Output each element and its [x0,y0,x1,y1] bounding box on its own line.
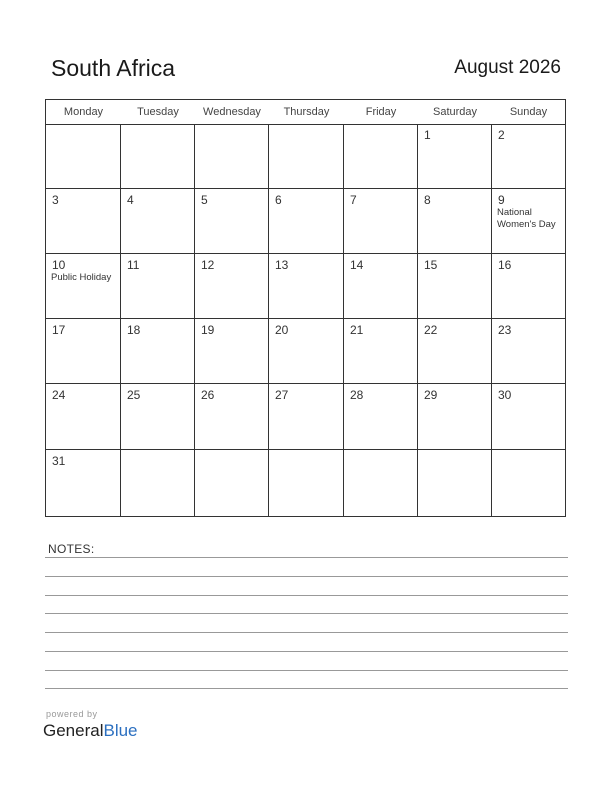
day-cell[interactable] [344,189,418,254]
day-cell[interactable] [418,189,492,254]
day-number: 24 [52,388,66,402]
day-cell[interactable] [195,254,269,319]
brand-logo[interactable] [43,721,138,741]
day-cell[interactable] [418,450,492,516]
day-number: 13 [275,258,289,272]
day-number: 16 [498,258,512,272]
day-cell[interactable] [344,124,418,189]
day-cell[interactable] [492,124,565,189]
notes-line[interactable] [45,651,568,652]
day-number: 26 [201,388,215,402]
notes-line[interactable] [45,595,568,596]
day-number: 15 [424,258,438,272]
day-cell[interactable] [418,319,492,384]
day-cell[interactable] [121,254,195,319]
powered-by-text: powered by [46,709,98,719]
day-number: 7 [350,193,357,207]
day-number: 3 [52,193,59,207]
weekday-wednesday: Wednesday [203,106,261,118]
day-cell[interactable] [195,124,269,189]
day-cell[interactable] [269,124,344,189]
weekday-sunday: Sunday [509,106,548,118]
day-number: 5 [201,193,208,207]
day-number: 4 [127,193,134,207]
weekday-saturday: Saturday [432,106,478,118]
brand-part-general: General [43,721,104,740]
notes-line[interactable] [45,576,568,577]
weekday-header-row [46,100,565,125]
day-cell[interactable] [418,124,492,189]
day-cell[interactable] [195,189,269,254]
day-cell[interactable] [344,254,418,319]
day-cell[interactable] [46,319,121,384]
day-cell[interactable] [121,189,195,254]
notes-line[interactable] [45,557,568,558]
day-number: 10 [52,258,66,272]
day-number: 1 [424,128,431,142]
notes-line[interactable] [45,688,568,689]
day-cell[interactable] [269,384,344,450]
day-cell[interactable] [121,124,195,189]
day-cell[interactable] [269,450,344,516]
day-cell[interactable] [121,384,195,450]
day-cell[interactable] [492,254,565,319]
day-number: 12 [201,258,215,272]
day-cell[interactable] [46,124,121,189]
weekday-tuesday: Tuesday [137,106,179,118]
day-number: 30 [498,388,512,402]
holiday-label: Public Holiday [51,272,112,283]
day-cell[interactable] [195,450,269,516]
weekday-thursday: Thursday [283,106,330,118]
day-number: 28 [350,388,364,402]
day-cell[interactable] [492,384,565,450]
brand-part-blue: Blue [103,721,138,740]
day-cell[interactable] [344,319,418,384]
day-cell[interactable] [269,319,344,384]
day-number: 14 [350,258,364,272]
day-cell[interactable] [492,450,565,516]
day-cell[interactable] [492,319,565,384]
notes-line[interactable] [45,613,568,614]
day-cell[interactable] [344,450,418,516]
day-cell[interactable] [121,450,195,516]
day-number: 17 [52,323,66,337]
day-number: 25 [127,388,141,402]
day-cell[interactable] [46,189,121,254]
country-title: South Africa [51,55,176,81]
day-number: 31 [52,454,66,468]
day-number: 8 [424,193,431,207]
day-number: 18 [127,323,141,337]
day-cell[interactable] [269,189,344,254]
weekday-monday: Monday [63,106,104,118]
day-number: 19 [201,323,215,337]
day-cell[interactable] [344,384,418,450]
day-cell[interactable] [195,384,269,450]
day-number: 23 [498,323,512,337]
day-number: 2 [498,128,505,142]
calendar-grid [45,99,566,517]
day-cell[interactable] [46,254,121,319]
day-cell[interactable] [46,450,121,516]
day-cell[interactable] [418,384,492,450]
day-number: 22 [424,323,438,337]
day-number: 20 [275,323,289,337]
day-number: 11 [127,258,140,272]
notes-label: NOTES: [48,542,95,556]
weekday-friday: Friday [365,106,397,118]
day-cell[interactable] [121,319,195,384]
day-number: 27 [275,388,289,402]
day-cell[interactable] [269,254,344,319]
day-cell[interactable] [46,384,121,450]
notes-line[interactable] [45,670,568,671]
day-number: 6 [275,193,282,207]
day-cell[interactable] [492,189,565,254]
notes-line[interactable] [45,632,568,633]
day-number: 9 [498,193,505,207]
month-title: August 2026 [454,57,561,78]
day-number: 29 [424,388,438,402]
holiday-label: National Women's Day [497,207,556,230]
day-number: 21 [350,323,364,337]
day-cell[interactable] [195,319,269,384]
day-cell[interactable] [418,254,492,319]
